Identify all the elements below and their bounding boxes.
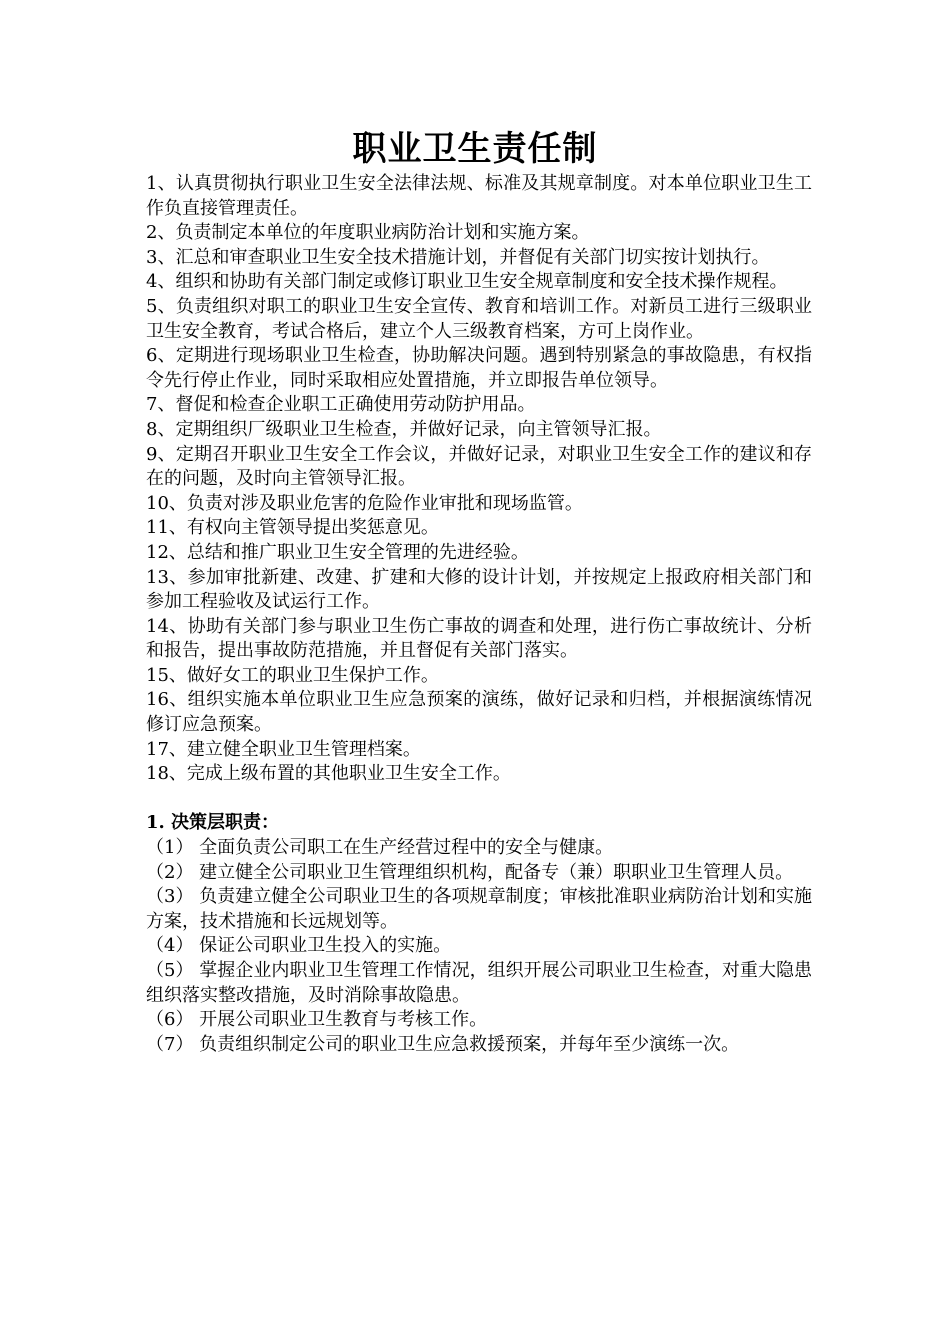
clause-14: 14、协助有关部门参与职业卫生伤亡事故的调查和处理，进行伤亡事故统计、分析和报告，提出事故防范措施，并且督促有关部门落实。 bbox=[146, 615, 812, 662]
clause-8: 8、定期组织厂级职业卫生检查，并做好记录，向主管领导汇报。 bbox=[146, 418, 662, 440]
clause-9: 9、定期召开职业卫生安全工作会议，并做好记录，对职业卫生安全工作的建议和存在的问题，及时向主管领导汇报。 bbox=[146, 443, 812, 490]
clause-10: 10、负责对涉及职业危害的危险作业审批和现场监管。 bbox=[146, 492, 583, 514]
duty-3: （3） 负责建立健全公司职业卫生的各项规章制度；审核批准职业病防治计划和实施方案，技术措施和长远规划等。 bbox=[146, 886, 812, 932]
clause-13: 13、参加审批新建、改建、扩建和大修的设计计划，并按规定上报政府相关部门和参加工程验收及试运行工作。 bbox=[146, 566, 812, 613]
clause-11: 11、有权向主管领导提出奖惩意见。 bbox=[146, 517, 439, 539]
duty-1: （1） 全面负责公司职工在生产经营过程中的安全与健康。 bbox=[146, 837, 614, 859]
clause-6: 6、定期进行现场职业卫生检查，协助解决问题。遇到特别紧急的事故隐患，有权指令先行停止作业，同时采取相应处置措施，并立即报告单位领导。 bbox=[146, 345, 812, 391]
duty-4: （4） 保证公司职业卫生投入的实施。 bbox=[146, 935, 452, 957]
clause-2: 2、负责制定本单位的年度职业病防治计划和实施方案。 bbox=[146, 222, 590, 244]
clause-15: 15、做好女工的职业卫生保护工作。 bbox=[146, 664, 439, 686]
clause-17: 17、建立健全职业卫生管理档案。 bbox=[146, 738, 421, 760]
clause-4: 4、组织和协助有关部门制定或修订职业卫生安全规章制度和安全技术操作规程。 bbox=[146, 271, 788, 293]
duty-5: （5） 掌握企业内职业卫生管理工作情况，组织开展公司职业卫生检查，对重大隐患组织落实整改措施，及时消除事故隐患。 bbox=[146, 960, 812, 1006]
document-body bbox=[146, 172, 812, 1057]
clause-7: 7、督促和检查企业职工正确使用劳动防护用品。 bbox=[146, 394, 536, 416]
duty-6: （6） 开展公司职业卫生教育与考核工作。 bbox=[146, 1009, 488, 1031]
document-title: 职业卫生责任制 bbox=[352, 129, 598, 169]
clause-3: 3、汇总和审查职业卫生安全技术措施计划，并督促有关部门切实按计划执行。 bbox=[146, 246, 770, 268]
clause-1: 1、认真贯彻执行职业卫生安全法律法规、标准及其规章制度。对本单位职业卫生工作负直接管理责任。 bbox=[146, 173, 812, 219]
blank-line bbox=[146, 787, 812, 812]
duty-2: （2） 建立健全公司职业卫生管理组织机构，配备专（兼）职职业卫生管理人员。 bbox=[146, 861, 794, 883]
clause-18: 18、完成上级布置的其他职业卫生安全工作。 bbox=[146, 763, 511, 785]
section-heading-decision-layer: 1. 决策层职责： bbox=[146, 812, 280, 834]
clause-16: 16、组织实施本单位职业卫生应急预案的演练，做好记录和归档，并根据演练情况修订应急预案。 bbox=[146, 689, 812, 736]
duty-7: （7） 负责组织制定公司的职业卫生应急救援预案，并每年至少演练一次。 bbox=[146, 1033, 740, 1055]
clause-5: 5、负责组织对职工的职业卫生安全宣传、教育和培训工作。对新员工进行三级职业卫生安全教育，考试合格后，建立个人三级教育档案，方可上岗作业。 bbox=[146, 295, 812, 342]
clause-12: 12、总结和推广职业卫生安全管理的先进经验。 bbox=[146, 541, 529, 563]
